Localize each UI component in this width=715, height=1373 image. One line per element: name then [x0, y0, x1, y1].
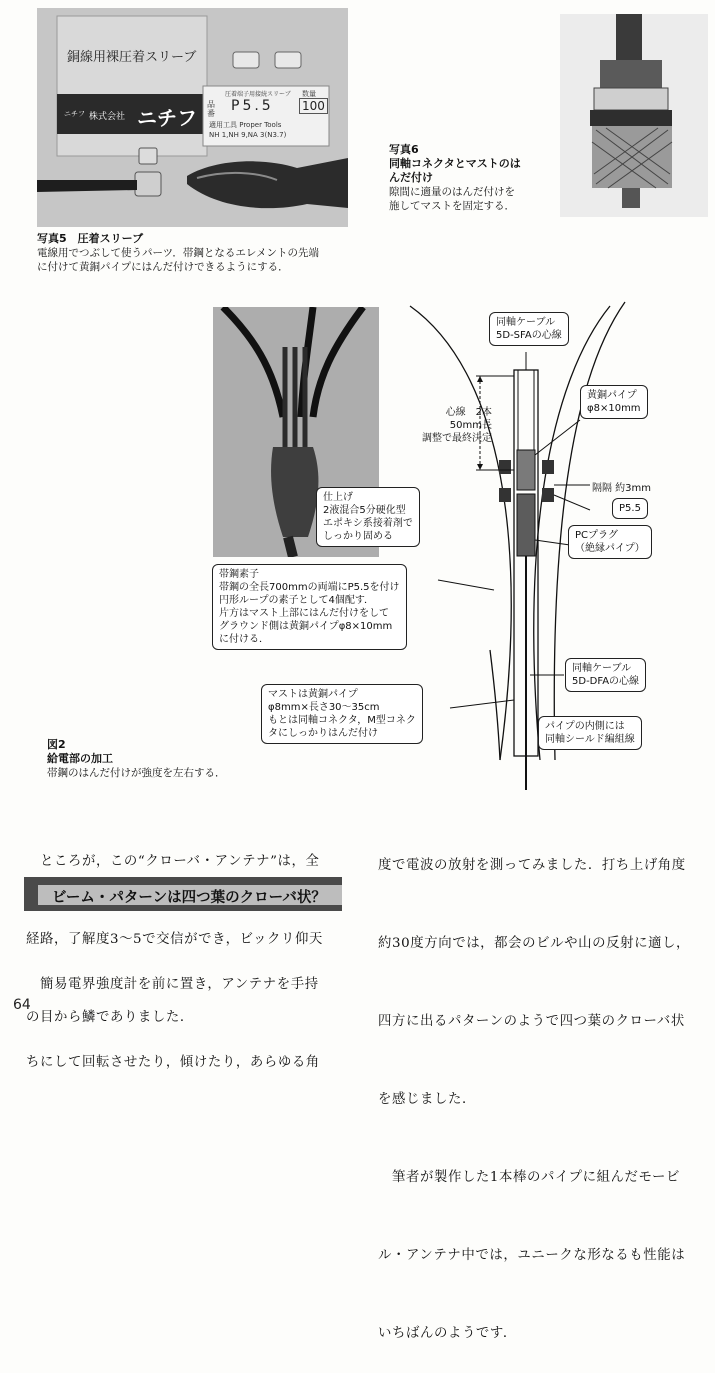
strip-l6: に付ける．: [219, 634, 269, 645]
photo-6-desc-1: 隙間に適量のはんだ付けを: [389, 186, 515, 198]
finish-l3: エポキシ系接着剤で: [323, 518, 413, 529]
pipe-inner-l1: パイプの内側には: [545, 721, 625, 732]
core-wire-l3: 調整で最終決定: [422, 433, 492, 444]
callout-gap: 隔隔 約3mm: [592, 483, 652, 494]
body-left-line-1: ところが，この“クローバ・アンテナ”は，全: [26, 854, 320, 869]
callout-pc-plug: [568, 525, 652, 559]
package-title: 銅線用裸圧着スリーブ: [67, 50, 197, 65]
photo-6-title-1: 写真6: [389, 143, 419, 156]
photo-5-desc-2: に付けて黄銅パイプにはんだ付けできるようにする．: [37, 261, 289, 273]
product-label: 品番: [207, 100, 215, 118]
figure-2-caption: [47, 738, 226, 780]
figure-2-desc: 帯鋼のはんだ付けが強度を左右する．: [47, 767, 226, 779]
body-right-line-6: ル・アンテナ中では，ユニークな形なるも性能は: [378, 1248, 686, 1263]
body-right-line-2: 約30度方向では，都会のビルや山の反射に適し，: [378, 936, 691, 951]
mast-l3: もとは同軸コネクタ，M型コネク: [268, 715, 416, 726]
body-right-line-1: 度で電波の放射を測ってみました．打ち上げ角度: [378, 858, 686, 873]
callout-core-wire: [412, 406, 492, 445]
photo-5-desc-1: 電線用でつぶして使うパーツ．帯鋼となるエレメントの先端: [37, 247, 320, 259]
section-heading-text: ビーム・パターンは四つ葉のクローバ状？: [52, 890, 326, 906]
callout-strip-element: [212, 564, 407, 650]
quantity: 100: [299, 98, 328, 114]
strip-l2: 帯鋼の全長700mmの両端にP5.5を付け: [219, 582, 400, 593]
quantity-label: 数量: [302, 90, 316, 98]
photo-6-caption: [389, 143, 521, 213]
photo-5-crimp-sleeve: [37, 8, 348, 227]
core-wire-l1: 心線 2本: [445, 407, 492, 418]
callout-coax-core-l2: 5D-SFAの心線: [496, 330, 562, 341]
mast-l2: φ8mm×長さ30～35cm: [268, 702, 380, 713]
finish-l4: しっかり固める: [323, 531, 393, 542]
callout-p55: P5.5: [612, 498, 648, 519]
photo-6-title-3: んだ付け: [389, 171, 433, 184]
coax-core-2-l1: 同軸ケーブル: [572, 663, 632, 674]
photo-5-caption: [37, 232, 319, 274]
body-left-line-5: ちにして回転させたり，傾けたり，あらゆる角: [26, 1055, 320, 1070]
body-right-line-5: 筆者が製作した1本棒のパイプに組んだモービ: [378, 1170, 680, 1185]
product-code: P5.5: [231, 98, 274, 114]
body-left-line-3: の目から鱗でありました．: [26, 1010, 194, 1025]
mast-l4: タにしっかりはんだ付け: [268, 728, 378, 739]
brass-pipe-l1: 黄銅パイプ: [587, 390, 637, 401]
callout-brass-pipe: [580, 385, 648, 419]
callout-coax-core-l1: 同軸ケーブル: [496, 317, 556, 328]
pc-plug-l1: PCプラグ: [575, 530, 619, 541]
strip-l1: 帯鋼素子: [219, 569, 259, 580]
body-right-line-4: を感じました．: [378, 1092, 476, 1107]
tool-line-2: NH 1,NH 9,NA 3(N3.7): [209, 131, 287, 139]
figure-2-diagram: [380, 290, 710, 790]
section-heading-band: [38, 885, 342, 905]
photo-5-title: 写真5 圧着スリーブ: [37, 232, 144, 245]
finish-l1: 仕上げ: [323, 492, 353, 503]
brand-name: ニチフ: [137, 106, 197, 130]
product-small: 圧着端子用接続スリーブ: [225, 91, 291, 98]
brand-company: 株式会社: [89, 112, 126, 122]
callout-finish: [316, 487, 420, 547]
photo-6-image: [560, 14, 708, 217]
mast-l1: マストは黄銅パイプ: [268, 689, 358, 700]
page-number: 64: [13, 997, 31, 1013]
core-wire-l2: 50mm長: [449, 420, 492, 431]
strip-l3: 円形ループの素子として4個配す．: [219, 595, 375, 606]
strip-l4: 片方はマスト上部にはんだ付けをして: [219, 608, 389, 619]
photo-6-title-2: 同軸コネクタとマストのは: [389, 157, 521, 170]
left-arc-inner: [410, 306, 511, 760]
figure-2-title: 給電部の加工: [47, 752, 113, 765]
pc-plug-l2: （絶縁パイプ）: [575, 543, 645, 554]
callout-coax-core-2: [565, 658, 646, 692]
finish-l2: 2液混合5分硬化型: [323, 505, 406, 516]
body-left-line-4: 簡易電界強度計を前に置き，アンテナを手持: [26, 977, 319, 992]
photo-6-desc-2: 施してマストを固定する．: [389, 200, 515, 212]
body-left-para-2: [26, 920, 320, 1102]
photo-6-connector-mast: [560, 14, 708, 217]
body-right: [378, 801, 690, 1373]
strip-l5: グラウンド側は黄銅パイプφ8×10mm: [219, 621, 393, 632]
pipe-inner-l2: 同軸シールド編組線: [545, 734, 635, 745]
brass-pipe-l2: φ8×10mm: [587, 403, 641, 414]
coax-core-2-l2: 5D-DFAの心線: [572, 676, 640, 687]
callout-pipe-inner: [538, 716, 642, 750]
figure-2-label: 図2: [47, 738, 66, 751]
body-right-line-7: いちばんのようです．: [378, 1326, 517, 1341]
tool-line-1: 適用工具 Proper Tools: [209, 121, 282, 129]
brand-mark: ニチフ: [64, 110, 85, 118]
callout-coax-core: [489, 312, 569, 346]
body-right-line-3: 四方に出るパターンのようで四つ葉のクローバ状: [378, 1014, 685, 1029]
section-heading: [24, 877, 342, 911]
callout-mast: [261, 684, 423, 744]
body-left-line-2: 経路，了解度3～5で交信ができ，ビックリ仰天: [26, 932, 323, 947]
